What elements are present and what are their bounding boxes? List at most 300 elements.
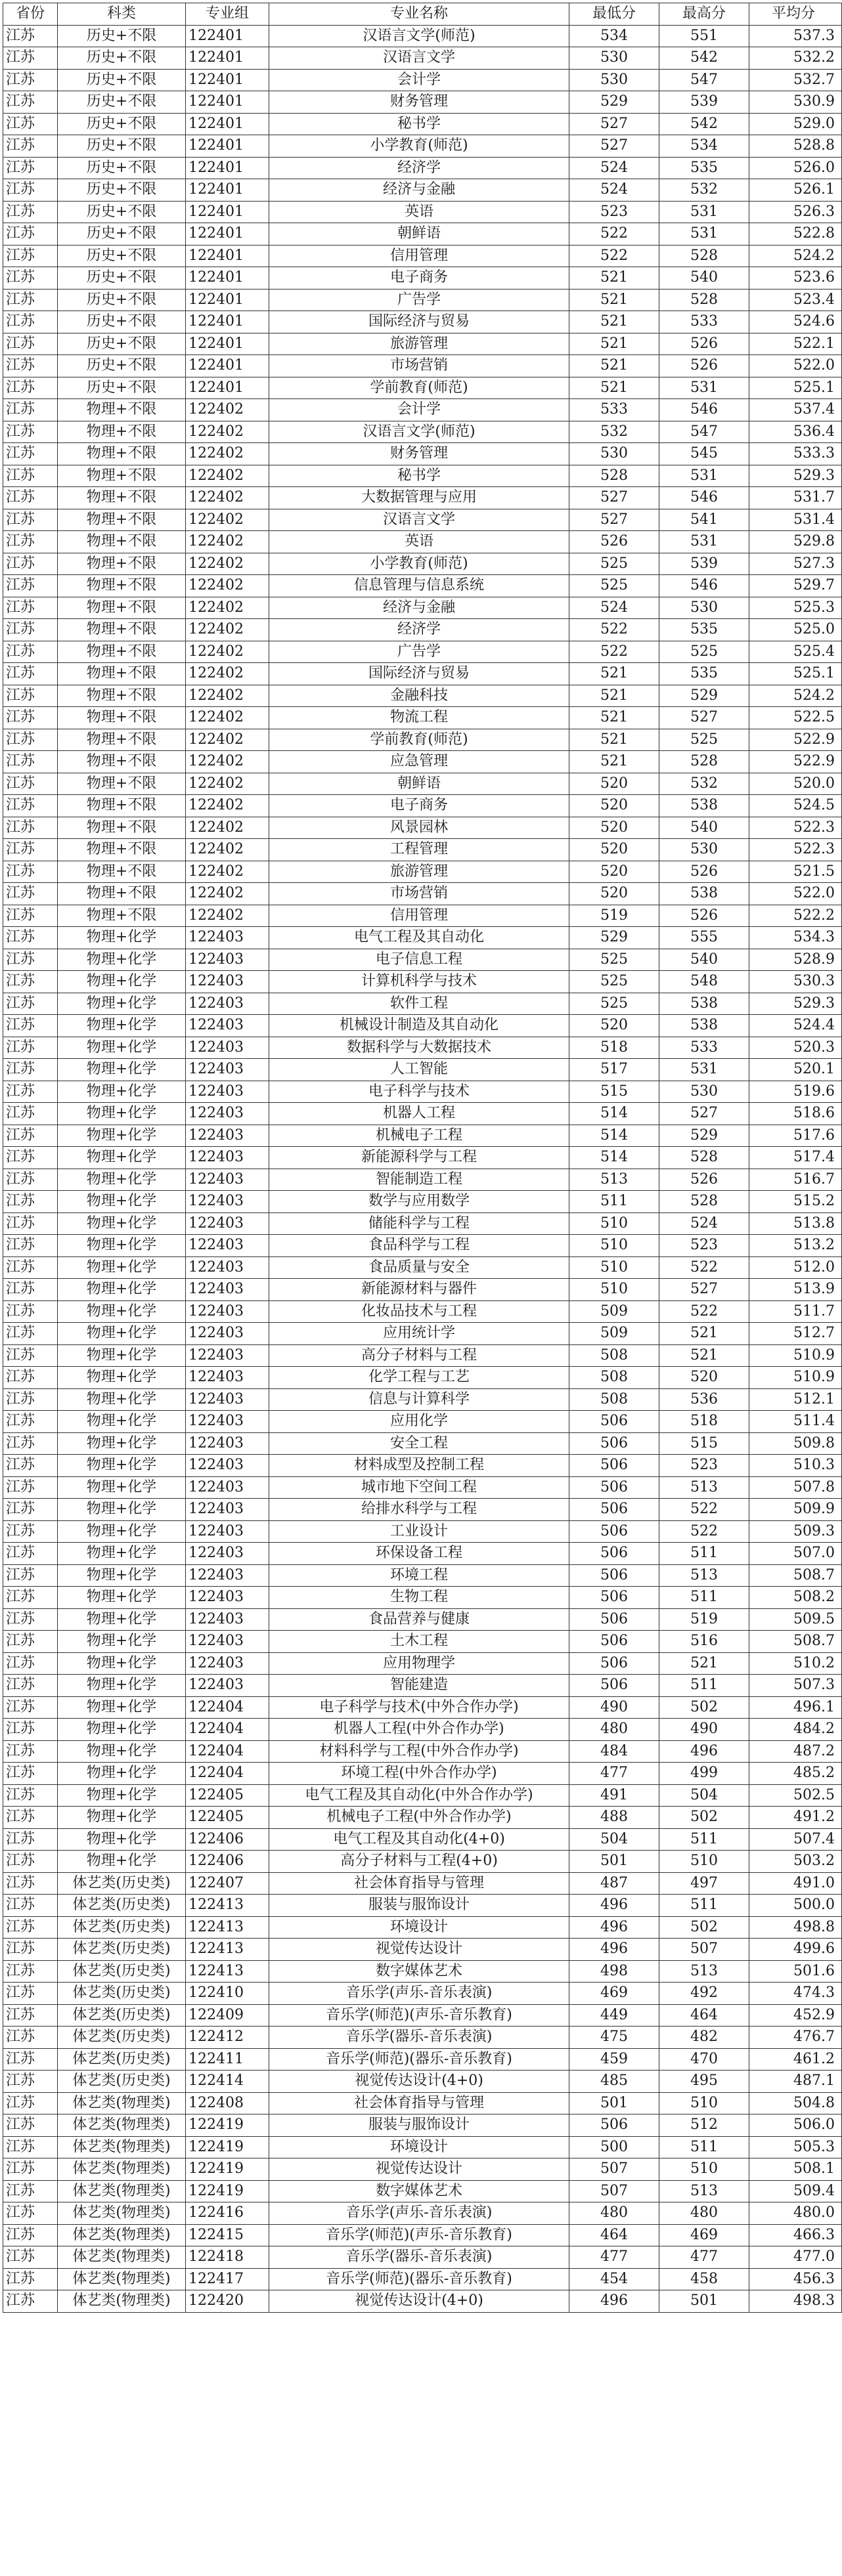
cell-min-score: 528	[569, 465, 659, 487]
cell-category: 历史+不限	[58, 267, 186, 290]
cell-avg-score: 510.9	[749, 1367, 842, 1389]
cell-group: 122417	[186, 2268, 269, 2290]
cell-major: 计算机科学与技术	[269, 971, 569, 993]
cell-group: 122403	[186, 1235, 269, 1257]
cell-avg-score: 509.8	[749, 1432, 842, 1455]
table-row	[3, 2136, 842, 2158]
cell-major: 软件工程	[269, 993, 569, 1015]
cell-avg-score: 522.1	[749, 333, 842, 355]
cell-group: 122405	[186, 1784, 269, 1807]
cell-max-score: 535	[659, 619, 749, 641]
cell-category: 历史+不限	[58, 223, 186, 246]
cell-group: 122402	[186, 707, 269, 729]
cell-group: 122403	[186, 1279, 269, 1301]
cell-major: 数字媒体艺术	[269, 1960, 569, 1983]
cell-category: 体艺类(物理类)	[58, 2092, 186, 2114]
cell-min-score: 490	[569, 1696, 659, 1719]
cell-min-score: 510	[569, 1213, 659, 1235]
cell-avg-score: 487.1	[749, 2071, 842, 2093]
cell-avg-score: 461.2	[749, 2048, 842, 2071]
table-row	[3, 861, 842, 883]
cell-category: 历史+不限	[58, 355, 186, 377]
cell-min-score: 519	[569, 905, 659, 927]
cell-avg-score: 521.5	[749, 861, 842, 883]
cell-min-score: 530	[569, 443, 659, 465]
cell-min-score: 514	[569, 1147, 659, 1169]
cell-category: 历史+不限	[58, 113, 186, 135]
cell-avg-score: 526.3	[749, 201, 842, 223]
cell-min-score: 522	[569, 619, 659, 641]
cell-category: 物理+不限	[58, 421, 186, 443]
cell-group: 122403	[186, 1169, 269, 1191]
cell-avg-score: 522.0	[749, 355, 842, 377]
cell-avg-score: 509.3	[749, 1520, 842, 1543]
table-row	[3, 1652, 842, 1675]
cell-avg-score: 501.6	[749, 1960, 842, 1983]
cell-max-score: 526	[659, 905, 749, 927]
cell-province: 江苏	[3, 2071, 58, 2093]
cell-max-score: 539	[659, 553, 749, 575]
cell-min-score: 510	[569, 1279, 659, 1301]
col-header-province: 省份	[3, 3, 58, 26]
cell-max-score: 513	[659, 1476, 749, 1499]
cell-avg-score: 537.3	[749, 25, 842, 47]
cell-province: 江苏	[3, 2004, 58, 2027]
cell-max-score: 535	[659, 157, 749, 179]
cell-min-score: 520	[569, 1015, 659, 1037]
cell-province: 江苏	[3, 1300, 58, 1323]
cell-province: 江苏	[3, 949, 58, 971]
cell-max-score: 531	[659, 531, 749, 553]
cell-category: 物理+化学	[58, 1147, 186, 1169]
cell-group: 122401	[186, 69, 269, 91]
cell-province: 江苏	[3, 157, 58, 179]
cell-province: 江苏	[3, 2136, 58, 2158]
cell-major: 应用物理学	[269, 1652, 569, 1675]
cell-category: 物理+不限	[58, 795, 186, 817]
cell-max-score: 542	[659, 113, 749, 135]
cell-max-score: 511	[659, 1895, 749, 1917]
cell-min-score: 506	[569, 1476, 659, 1499]
cell-max-score: 531	[659, 377, 749, 399]
cell-avg-score: 527.3	[749, 553, 842, 575]
cell-category: 物理+化学	[58, 1213, 186, 1235]
cell-province: 江苏	[3, 1960, 58, 1983]
cell-avg-score: 466.3	[749, 2224, 842, 2246]
cell-min-score: 524	[569, 157, 659, 179]
table-row	[3, 2027, 842, 2049]
table-row	[3, 2092, 842, 2114]
cell-category: 物理+化学	[58, 1081, 186, 1103]
cell-category: 物理+化学	[58, 1543, 186, 1565]
cell-avg-score: 522.3	[749, 839, 842, 861]
cell-avg-score: 529.8	[749, 531, 842, 553]
cell-group: 122408	[186, 2092, 269, 2114]
cell-avg-score: 513.8	[749, 1213, 842, 1235]
cell-min-score: 514	[569, 1103, 659, 1125]
cell-min-score: 501	[569, 1851, 659, 1873]
cell-group: 122403	[186, 971, 269, 993]
cell-min-score: 525	[569, 993, 659, 1015]
table-row	[3, 1763, 842, 1785]
cell-max-score: 540	[659, 267, 749, 290]
cell-avg-score: 510.9	[749, 1344, 842, 1367]
cell-group: 122402	[186, 531, 269, 553]
cell-group: 122402	[186, 443, 269, 465]
cell-max-score: 546	[659, 399, 749, 421]
cell-avg-score: 522.9	[749, 729, 842, 751]
cell-major: 经济与金融	[269, 597, 569, 619]
cell-group: 122403	[186, 1675, 269, 1697]
table-row	[3, 1916, 842, 1939]
cell-major: 智能制造工程	[269, 1169, 569, 1191]
cell-avg-score: 529.3	[749, 993, 842, 1015]
cell-avg-score: 512.0	[749, 1256, 842, 1279]
cell-province: 江苏	[3, 905, 58, 927]
cell-group: 122413	[186, 1960, 269, 1983]
cell-min-score: 491	[569, 1784, 659, 1807]
cell-province: 江苏	[3, 1213, 58, 1235]
cell-max-score: 511	[659, 1587, 749, 1609]
cell-category: 物理+不限	[58, 641, 186, 663]
col-header-group: 专业组	[186, 3, 269, 26]
cell-province: 江苏	[3, 201, 58, 223]
cell-group: 122402	[186, 817, 269, 839]
cell-min-score: 515	[569, 1081, 659, 1103]
cell-min-score: 506	[569, 1499, 659, 1521]
cell-min-score: 506	[569, 1608, 659, 1631]
cell-province: 江苏	[3, 575, 58, 597]
cell-group: 122403	[186, 1037, 269, 1059]
cell-min-score: 522	[569, 223, 659, 246]
cell-max-score: 458	[659, 2268, 749, 2290]
cell-avg-score: 522.0	[749, 883, 842, 905]
cell-province: 江苏	[3, 927, 58, 949]
cell-max-score: 521	[659, 1344, 749, 1367]
cell-province: 江苏	[3, 2268, 58, 2290]
cell-max-score: 534	[659, 135, 749, 158]
table-row	[3, 531, 842, 553]
cell-major: 信用管理	[269, 245, 569, 267]
cell-province: 江苏	[3, 267, 58, 290]
cell-category: 物理+不限	[58, 839, 186, 861]
cell-avg-score: 506.0	[749, 2114, 842, 2137]
cell-max-score: 526	[659, 355, 749, 377]
cell-avg-score: 520.3	[749, 1037, 842, 1059]
cell-max-score: 513	[659, 2180, 749, 2202]
table-header-row	[3, 3, 842, 26]
cell-group: 122401	[186, 377, 269, 399]
table-row	[3, 817, 842, 839]
cell-min-score: 527	[569, 509, 659, 531]
table-row	[3, 905, 842, 927]
cell-max-score: 510	[659, 2092, 749, 2114]
cell-province: 江苏	[3, 1388, 58, 1411]
cell-min-score: 521	[569, 289, 659, 311]
cell-min-score: 510	[569, 1256, 659, 1279]
table-row	[3, 1279, 842, 1301]
table-row	[3, 399, 842, 421]
cell-major: 广告学	[269, 289, 569, 311]
cell-category: 体艺类(物理类)	[58, 2136, 186, 2158]
cell-category: 物理+不限	[58, 575, 186, 597]
cell-category: 物理+化学	[58, 1719, 186, 1741]
cell-avg-score: 532.7	[749, 69, 842, 91]
cell-max-score: 528	[659, 289, 749, 311]
cell-province: 江苏	[3, 2048, 58, 2071]
cell-category: 体艺类(物理类)	[58, 2158, 186, 2181]
table-row	[3, 1564, 842, 1587]
cell-major: 市场营销	[269, 355, 569, 377]
cell-group: 122413	[186, 1939, 269, 1961]
cell-group: 122401	[186, 91, 269, 114]
cell-avg-score: 477.0	[749, 2246, 842, 2269]
cell-group: 122401	[186, 245, 269, 267]
table-row	[3, 1608, 842, 1631]
cell-major: 朝鲜语	[269, 223, 569, 246]
cell-min-score: 487	[569, 1872, 659, 1895]
cell-min-score: 498	[569, 1960, 659, 1983]
cell-min-score: 506	[569, 1675, 659, 1697]
cell-category: 物理+化学	[58, 1652, 186, 1675]
cell-avg-score: 532.2	[749, 47, 842, 70]
cell-province: 江苏	[3, 1147, 58, 1169]
cell-category: 体艺类(历史类)	[58, 2071, 186, 2093]
cell-min-score: 504	[569, 1828, 659, 1851]
cell-max-score: 530	[659, 1081, 749, 1103]
cell-province: 江苏	[3, 179, 58, 202]
cell-major: 服装与服饰设计	[269, 1895, 569, 1917]
cell-group: 122411	[186, 2048, 269, 2071]
cell-group: 122403	[186, 1059, 269, 1081]
cell-group: 122412	[186, 2027, 269, 2049]
cell-major: 新能源科学与工程	[269, 1147, 569, 1169]
cell-avg-score: 537.4	[749, 399, 842, 421]
cell-category: 物理+不限	[58, 861, 186, 883]
cell-category: 物理+不限	[58, 751, 186, 773]
cell-group: 122401	[186, 113, 269, 135]
cell-category: 物理+不限	[58, 487, 186, 509]
table-row	[3, 1432, 842, 1455]
table-row	[3, 707, 842, 729]
cell-group: 122407	[186, 1872, 269, 1895]
cell-min-score: 496	[569, 1916, 659, 1939]
cell-province: 江苏	[3, 971, 58, 993]
cell-max-score: 490	[659, 1719, 749, 1741]
table-row	[3, 421, 842, 443]
cell-category: 物理+化学	[58, 1367, 186, 1389]
cell-province: 江苏	[3, 729, 58, 751]
cell-category: 物理+化学	[58, 927, 186, 949]
cell-category: 历史+不限	[58, 69, 186, 91]
cell-major: 广告学	[269, 641, 569, 663]
cell-major: 经济学	[269, 157, 569, 179]
cell-major: 新能源材料与器件	[269, 1279, 569, 1301]
cell-category: 物理+不限	[58, 465, 186, 487]
table-row	[3, 465, 842, 487]
cell-group: 122404	[186, 1719, 269, 1741]
cell-min-score: 520	[569, 795, 659, 817]
cell-category: 物理+不限	[58, 531, 186, 553]
cell-category: 物理+化学	[58, 993, 186, 1015]
cell-category: 物理+化学	[58, 1388, 186, 1411]
cell-avg-score: 523.4	[749, 289, 842, 311]
cell-min-score: 518	[569, 1037, 659, 1059]
cell-avg-score: 513.9	[749, 1279, 842, 1301]
cell-category: 体艺类(物理类)	[58, 2114, 186, 2137]
cell-min-score: 521	[569, 333, 659, 355]
cell-category: 物理+化学	[58, 1432, 186, 1455]
cell-min-score: 480	[569, 2202, 659, 2225]
table-row	[3, 2224, 842, 2246]
cell-category: 物理+化学	[58, 1520, 186, 1543]
cell-group: 122403	[186, 1344, 269, 1367]
cell-major: 城市地下空间工程	[269, 1476, 569, 1499]
cell-group: 122401	[186, 157, 269, 179]
cell-group: 122406	[186, 1828, 269, 1851]
cell-avg-score: 509.4	[749, 2180, 842, 2202]
table-row	[3, 1631, 842, 1653]
cell-max-score: 469	[659, 2224, 749, 2246]
table-row	[3, 2158, 842, 2181]
cell-min-score: 477	[569, 2246, 659, 2269]
cell-min-score: 509	[569, 1323, 659, 1345]
cell-avg-score: 519.6	[749, 1081, 842, 1103]
cell-category: 历史+不限	[58, 333, 186, 355]
cell-category: 物理+不限	[58, 509, 186, 531]
cell-major: 安全工程	[269, 1432, 569, 1455]
cell-category: 物理+不限	[58, 399, 186, 421]
cell-max-score: 532	[659, 179, 749, 202]
cell-major: 视觉传达设计	[269, 2158, 569, 2181]
cell-province: 江苏	[3, 1740, 58, 1763]
cell-min-score: 525	[569, 949, 659, 971]
cell-avg-score: 507.0	[749, 1543, 842, 1565]
cell-avg-score: 522.3	[749, 817, 842, 839]
cell-max-score: 496	[659, 1740, 749, 1763]
table-row	[3, 883, 842, 905]
cell-min-score: 506	[569, 1432, 659, 1455]
cell-avg-score: 500.0	[749, 1895, 842, 1917]
cell-min-score: 521	[569, 267, 659, 290]
cell-major: 机械电子工程(中外合作办学)	[269, 1807, 569, 1829]
cell-max-score: 532	[659, 773, 749, 795]
cell-province: 江苏	[3, 2158, 58, 2181]
table-row	[3, 1476, 842, 1499]
cell-group: 122419	[186, 2180, 269, 2202]
cell-avg-score: 533.3	[749, 443, 842, 465]
cell-major: 储能科学与工程	[269, 1213, 569, 1235]
cell-max-score: 528	[659, 245, 749, 267]
cell-avg-score: 507.8	[749, 1476, 842, 1499]
cell-province: 江苏	[3, 135, 58, 158]
cell-group: 122419	[186, 2114, 269, 2137]
cell-min-score: 520	[569, 883, 659, 905]
cell-province: 江苏	[3, 399, 58, 421]
cell-avg-score: 522.9	[749, 751, 842, 773]
cell-province: 江苏	[3, 2180, 58, 2202]
cell-province: 江苏	[3, 1631, 58, 1653]
cell-avg-score: 523.6	[749, 267, 842, 290]
cell-avg-score: 503.2	[749, 1851, 842, 1873]
cell-group: 122402	[186, 597, 269, 619]
cell-category: 物理+化学	[58, 1344, 186, 1367]
cell-max-score: 528	[659, 1191, 749, 1213]
cell-category: 物理+化学	[58, 1476, 186, 1499]
cell-major: 土木工程	[269, 1631, 569, 1653]
table-row	[3, 971, 842, 993]
cell-group: 122403	[186, 1103, 269, 1125]
cell-major: 食品科学与工程	[269, 1235, 569, 1257]
cell-max-score: 511	[659, 2136, 749, 2158]
cell-major: 汉语言文学	[269, 47, 569, 70]
cell-group: 122402	[186, 839, 269, 861]
cell-avg-score: 498.8	[749, 1916, 842, 1939]
cell-province: 江苏	[3, 2290, 58, 2313]
cell-avg-score: 531.7	[749, 487, 842, 509]
cell-major: 食品营养与健康	[269, 1608, 569, 1631]
cell-province: 江苏	[3, 223, 58, 246]
table-row	[3, 179, 842, 202]
table-row	[3, 1388, 842, 1411]
cell-avg-score: 534.3	[749, 927, 842, 949]
cell-min-score: 517	[569, 1059, 659, 1081]
cell-max-score: 542	[659, 47, 749, 70]
cell-category: 历史+不限	[58, 311, 186, 333]
cell-major: 音乐学(声乐-音乐表演)	[269, 2202, 569, 2225]
cell-group: 122413	[186, 1916, 269, 1939]
cell-avg-score: 511.4	[749, 1411, 842, 1433]
cell-province: 江苏	[3, 1828, 58, 1851]
cell-min-score: 521	[569, 355, 659, 377]
cell-min-score: 521	[569, 663, 659, 685]
cell-max-score: 464	[659, 2004, 749, 2027]
cell-major: 音乐学(师范)(器乐-音乐教育)	[269, 2048, 569, 2071]
cell-max-score: 533	[659, 1037, 749, 1059]
cell-min-score: 521	[569, 685, 659, 707]
cell-avg-score: 529.7	[749, 575, 842, 597]
cell-min-score: 514	[569, 1125, 659, 1147]
cell-min-score: 521	[569, 729, 659, 751]
cell-category: 历史+不限	[58, 289, 186, 311]
cell-min-score: 488	[569, 1807, 659, 1829]
cell-group: 122403	[186, 1652, 269, 1675]
cell-min-score: 522	[569, 641, 659, 663]
cell-province: 江苏	[3, 311, 58, 333]
cell-group: 122402	[186, 553, 269, 575]
cell-group: 122402	[186, 663, 269, 685]
cell-group: 122402	[186, 509, 269, 531]
cell-category: 体艺类(物理类)	[58, 2290, 186, 2313]
cell-province: 江苏	[3, 839, 58, 861]
cell-min-score: 532	[569, 421, 659, 443]
table-row	[3, 1344, 842, 1367]
cell-group: 122403	[186, 949, 269, 971]
table-row	[3, 773, 842, 795]
cell-category: 物理+化学	[58, 1059, 186, 1081]
table-row	[3, 839, 842, 861]
cell-province: 江苏	[3, 597, 58, 619]
cell-group: 122403	[186, 1367, 269, 1389]
cell-province: 江苏	[3, 487, 58, 509]
cell-max-score: 541	[659, 509, 749, 531]
cell-major: 材料成型及控制工程	[269, 1455, 569, 1477]
cell-major: 音乐学(器乐-音乐表演)	[269, 2027, 569, 2049]
cell-max-score: 538	[659, 883, 749, 905]
cell-group: 122402	[186, 575, 269, 597]
cell-avg-score: 517.4	[749, 1147, 842, 1169]
cell-avg-score: 529.0	[749, 113, 842, 135]
